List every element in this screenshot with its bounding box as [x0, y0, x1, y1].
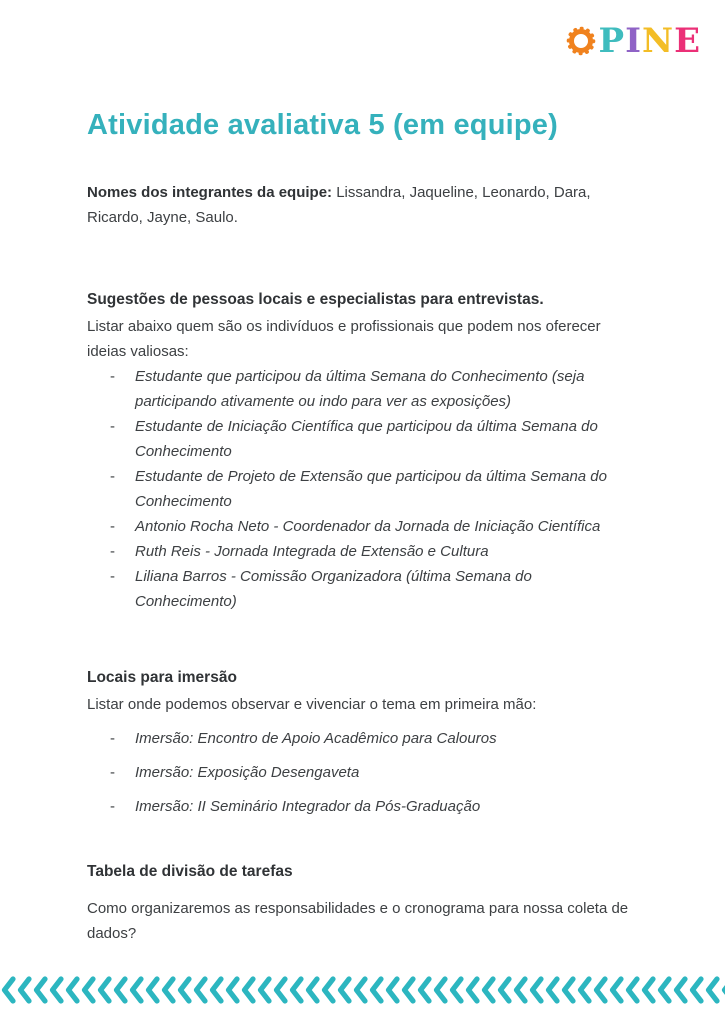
team-members-names: Lissandra, Jaqueline, Leonardo, Dara, Ricardo, Jayne, Saulo.: [87, 184, 591, 226]
immersion-intro: Listar onde podemos observar e vivenciar o tema em primeira mão:: [87, 696, 537, 713]
list-item: [87, 514, 637, 539]
list-dash: -: [110, 798, 115, 815]
list-item: [87, 726, 637, 751]
interviews-intro: Listar abaixo quem são os indivíduos e profissionais que podem nos oferecer ideias valiosas:: [87, 318, 601, 360]
list-item-text: Imersão: Exposição Desengaveta: [135, 764, 360, 781]
chevron-border-decoration: [0, 975, 725, 1005]
list-item-text: Liliana Barros - Comissão Organizadora (última Semana do Conhecimento): [135, 568, 532, 610]
list-item: [87, 564, 637, 614]
list-item: [87, 539, 637, 564]
list-dash: -: [110, 418, 115, 435]
list-dash: -: [110, 518, 115, 535]
chevron-pattern-icon: [0, 975, 725, 1005]
list-dash: -: [110, 368, 115, 385]
list-dash: -: [110, 764, 115, 781]
list-dash: -: [110, 543, 115, 560]
logo-letter-i: I: [625, 21, 642, 61]
list-item-text: Estudante de Iniciação Científica que participou da última Semana do Conhecimento: [135, 418, 598, 460]
interviews-list: [87, 364, 637, 614]
list-dash: -: [110, 568, 115, 585]
list-item: [87, 794, 637, 819]
logo-letter-n: N: [642, 21, 675, 61]
logo-letter-e: E: [674, 21, 701, 61]
team-members-line: [87, 180, 637, 230]
list-item-text: Estudante que participou da última Semana do Conhecimento (seja participando ativamente ou indo para ver as exposições): [135, 368, 585, 410]
logo-letter-p: P: [598, 21, 626, 61]
tasks-intro: Como organizaremos as responsabilidades e o cronograma para nossa coleta de dados?: [87, 900, 629, 942]
page-title: Atividade avaliativa 5 (em equipe): [87, 109, 558, 141]
section-task-table: [87, 859, 637, 946]
list-item: [87, 464, 637, 514]
list-item-text: Antonio Rocha Neto - Coordenador da Jornada de Iniciação Científica: [135, 518, 601, 535]
logo-gear-o-icon: [565, 25, 597, 57]
section-immersion: [87, 665, 637, 819]
list-item: [87, 414, 637, 464]
list-item-text: Ruth Reis - Jornada Integrada de Extensão e Cultura: [135, 543, 489, 560]
interviews-heading: Sugestões de pessoas locais e especialistas para entrevistas.: [87, 291, 544, 308]
team-members-label: Nomes dos integrantes da equipe:: [87, 184, 333, 201]
immersion-list: [87, 726, 637, 819]
tasks-heading: Tabela de divisão de tarefas: [87, 863, 293, 880]
brand-logo: [565, 21, 701, 61]
list-item: [87, 364, 637, 414]
list-dash: -: [110, 730, 115, 747]
list-dash: -: [110, 468, 115, 485]
document-content: [0, 106, 725, 946]
list-item-text: Imersão: Encontro de Apoio Acadêmico para Calouros: [135, 730, 497, 747]
list-item-text: Estudante de Projeto de Extensão que participou da última Semana do Conhecimento: [135, 468, 607, 510]
list-item: [87, 760, 637, 785]
immersion-heading: Locais para imersão: [87, 669, 237, 686]
list-item-text: Imersão: II Seminário Integrador da Pós-Graduação: [135, 798, 481, 815]
section-interviews: [87, 287, 637, 614]
